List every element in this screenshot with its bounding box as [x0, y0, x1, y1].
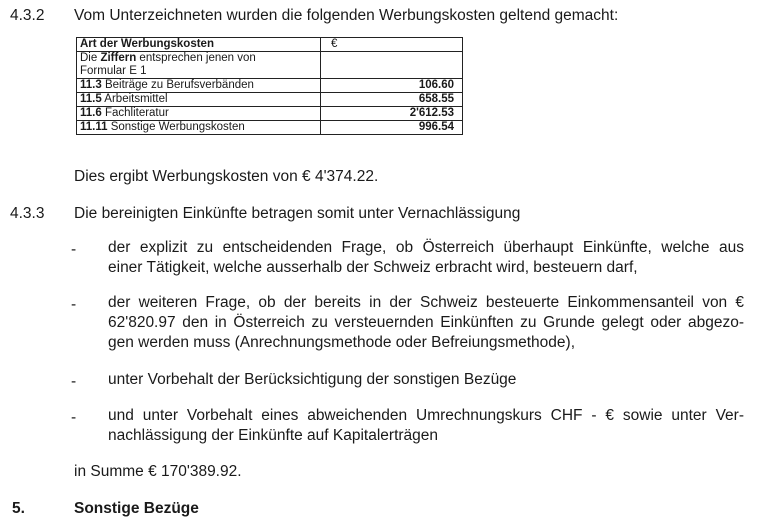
table-note-row [77, 52, 463, 79]
table-row [77, 107, 463, 121]
note-prefix: Die [80, 52, 101, 64]
werbungskosten-summary: Dies ergibt Werbungskosten von € 4'374.22. [74, 168, 379, 185]
row-label [77, 121, 321, 135]
header-art: Art der Werbungskosten [77, 38, 321, 52]
table-row [77, 93, 463, 107]
row-amount: 106.60 [321, 79, 463, 93]
table-note [77, 52, 321, 79]
row-code: 11.3 [80, 79, 102, 91]
note-rest: entsprechen jenen von [136, 52, 256, 64]
note-bold: Ziffern [100, 52, 137, 64]
section-5-heading [74, 499, 199, 519]
total-summary: in Summe € 170'389.92. [74, 463, 242, 480]
row-label [77, 93, 321, 107]
list-item [108, 293, 744, 353]
row-label [77, 79, 321, 93]
list-item-line: 62'820.97 den in Österreich zu versteuernden Einkünften zu Grunde gelegt oder abgezo- [108, 314, 744, 331]
list-dash: - [71, 241, 77, 258]
row-amount: 2'612.53 [321, 107, 463, 121]
list-dash: - [71, 409, 77, 426]
list-item-line: der weiteren Frage, ob der bereits in der Schweiz besteuerte Einkommensanteil von € [108, 294, 744, 311]
row-code: 11.5 [80, 93, 102, 105]
list-dash: - [71, 296, 77, 313]
werbungskosten-table [76, 37, 463, 135]
table-row [77, 79, 463, 93]
section-4-3-3-intro: Die bereinigten Einkünfte betragen somit unter Vernachlässigung [74, 205, 521, 222]
section-number-5: 5. [12, 500, 25, 517]
list-item-line: unter Vorbehalt der Berücksichtigung der sonstigen Bezüge [108, 371, 517, 388]
section-4-3-2-intro: Vom Unterzeichneten wurden die folgenden Werbungskosten geltend gemacht: [74, 7, 619, 24]
row-text: Fachliteratur [101, 107, 169, 119]
section-number-4-3-2: 4.3.2 [10, 7, 45, 24]
row-text: Beiträge zu Berufsverbänden [101, 79, 254, 91]
list-item-line: nachlässigung der Einkünfte auf Kapitalerträgen [108, 427, 439, 444]
list-item-line: gen werden muss (Anrechnungsmethode oder Befreiungsmethode), [108, 334, 575, 351]
list-item [108, 406, 744, 446]
table-row [77, 121, 463, 135]
list-dash: - [71, 373, 77, 390]
note-amount-empty [321, 52, 463, 79]
row-code: 11.11 [80, 121, 108, 133]
list-item [108, 370, 744, 390]
note-line2: Formular E 1 [80, 65, 147, 77]
section-number-4-3-3: 4.3.3 [10, 205, 45, 222]
list-item-line: der explizit zu entscheidenden Frage, ob Österreich überhaupt Einkünfte, welche aus [108, 239, 744, 256]
row-text: Sonstige Werbungskosten [107, 121, 245, 133]
table-header-row [77, 38, 463, 52]
list-item [108, 238, 744, 278]
section-5-title: Sonstige Bezüge [74, 500, 199, 517]
list-item-line: einer Tätigkeit, welche ausserhalb der Schweiz erbracht wird, besteuern darf, [108, 259, 638, 276]
row-amount: 658.55 [321, 93, 463, 107]
list-item-line: und unter Vorbehalt eines abweichenden Umrechnungskurs CHF - € sowie unter Ver- [108, 407, 744, 424]
row-text: Arbeitsmittel [101, 93, 168, 105]
row-amount: 996.54 [321, 121, 463, 135]
header-currency: € [321, 38, 463, 52]
row-code: 11.6 [80, 107, 102, 119]
row-label [77, 107, 321, 121]
